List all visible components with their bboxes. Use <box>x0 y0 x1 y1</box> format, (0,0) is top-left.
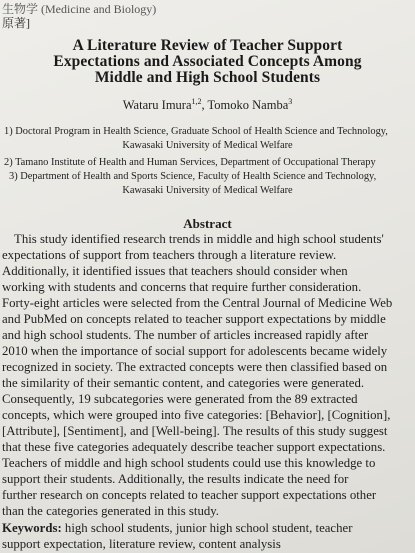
abstract-line: support their students. Additionally, the results indicate the need for <box>2 472 349 486</box>
abstract-line: further research on concepts related to teacher support expectations other <box>2 488 377 502</box>
affiliation-1: 1) Doctoral Program in Health Science, Graduate School of Health Science and Technology, <box>4 126 388 137</box>
abstract-line: and high school students. The number of articles increased rapidly after <box>2 328 369 342</box>
author-affiliation-sup: 1,2 <box>191 97 202 106</box>
abstract-line: than the categories generated in this study. <box>2 504 220 518</box>
abstract-line: recognized in society. The extracted concepts were then classified based on <box>2 360 388 374</box>
abstract-line: Forty-eight articles were selected from the Central Journal of Medicine Web <box>2 296 393 310</box>
abstract-heading: Abstract <box>183 216 232 231</box>
title-line-2: Expectations and Associated Concepts Among <box>53 53 362 70</box>
affiliation-3: 3) Department of Health and Sports Science, Faculty of Health Science and Technology, <box>9 171 377 182</box>
affiliation-2: 2) Tamano Institute of Health and Human Services, Department of Occupational Therapy <box>4 157 376 168</box>
affiliation-1-institution: Kawasaki University of Medical Welfare <box>122 140 293 151</box>
author-separator: , <box>201 98 208 113</box>
keywords-line-1 <box>2 521 352 536</box>
affiliation-3-institution: Kawasaki University of Medical Welfare <box>122 185 293 196</box>
keywords-label: Keywords: <box>2 521 62 535</box>
abstract-line: Teachers of middle and high school students could use this knowledge to <box>2 456 376 470</box>
author-name: Wataru Imura <box>122 98 192 113</box>
abstract-line: Additionally, it identified issues that teachers should consider when <box>2 264 348 278</box>
keywords-line-2: support expectation, literature review, content analysis <box>2 537 281 551</box>
abstract-line: working with students and concerns that require further consideration. <box>2 280 362 294</box>
article-category: 原著] <box>2 16 30 30</box>
abstract-line: Consequently, 19 subcategories were generated from the 89 extracted <box>2 392 358 406</box>
abstract-line: [Attribute], [Sentiment], and [Well-being]. The results of this study suggest <box>2 424 388 438</box>
abstract-line: This study identified research trends in middle and high school students' <box>14 232 384 246</box>
abstract-line: the similarity of their semantic content, and categories were generated. <box>2 376 365 390</box>
author-list <box>0 97 415 113</box>
title-line-3: Middle and High School Students <box>94 69 321 86</box>
abstract-line: expectations of support from teachers through a literature review. <box>2 248 337 262</box>
abstract-line: that these five categories adequately describe teacher support expectations. <box>2 440 386 454</box>
abstract-line: and PubMed on concepts related to teacher support expectations by middle <box>2 312 386 326</box>
running-head: 生物学 (Medicine and Biology) <box>2 2 157 16</box>
abstract-line: concepts, which were grouped into five categories: [Behavior], [Cognition], <box>2 408 391 422</box>
title-line-1: A Literature Review of Teacher Support <box>72 37 343 54</box>
author-affiliation-sup: 3 <box>288 97 293 106</box>
keywords-text: high school students, junior high school student, teacher <box>64 521 353 535</box>
abstract-line: 2010 when the importance of social support for adolescents became widely <box>2 344 388 358</box>
author-name: Tomoko Namba <box>207 98 289 113</box>
